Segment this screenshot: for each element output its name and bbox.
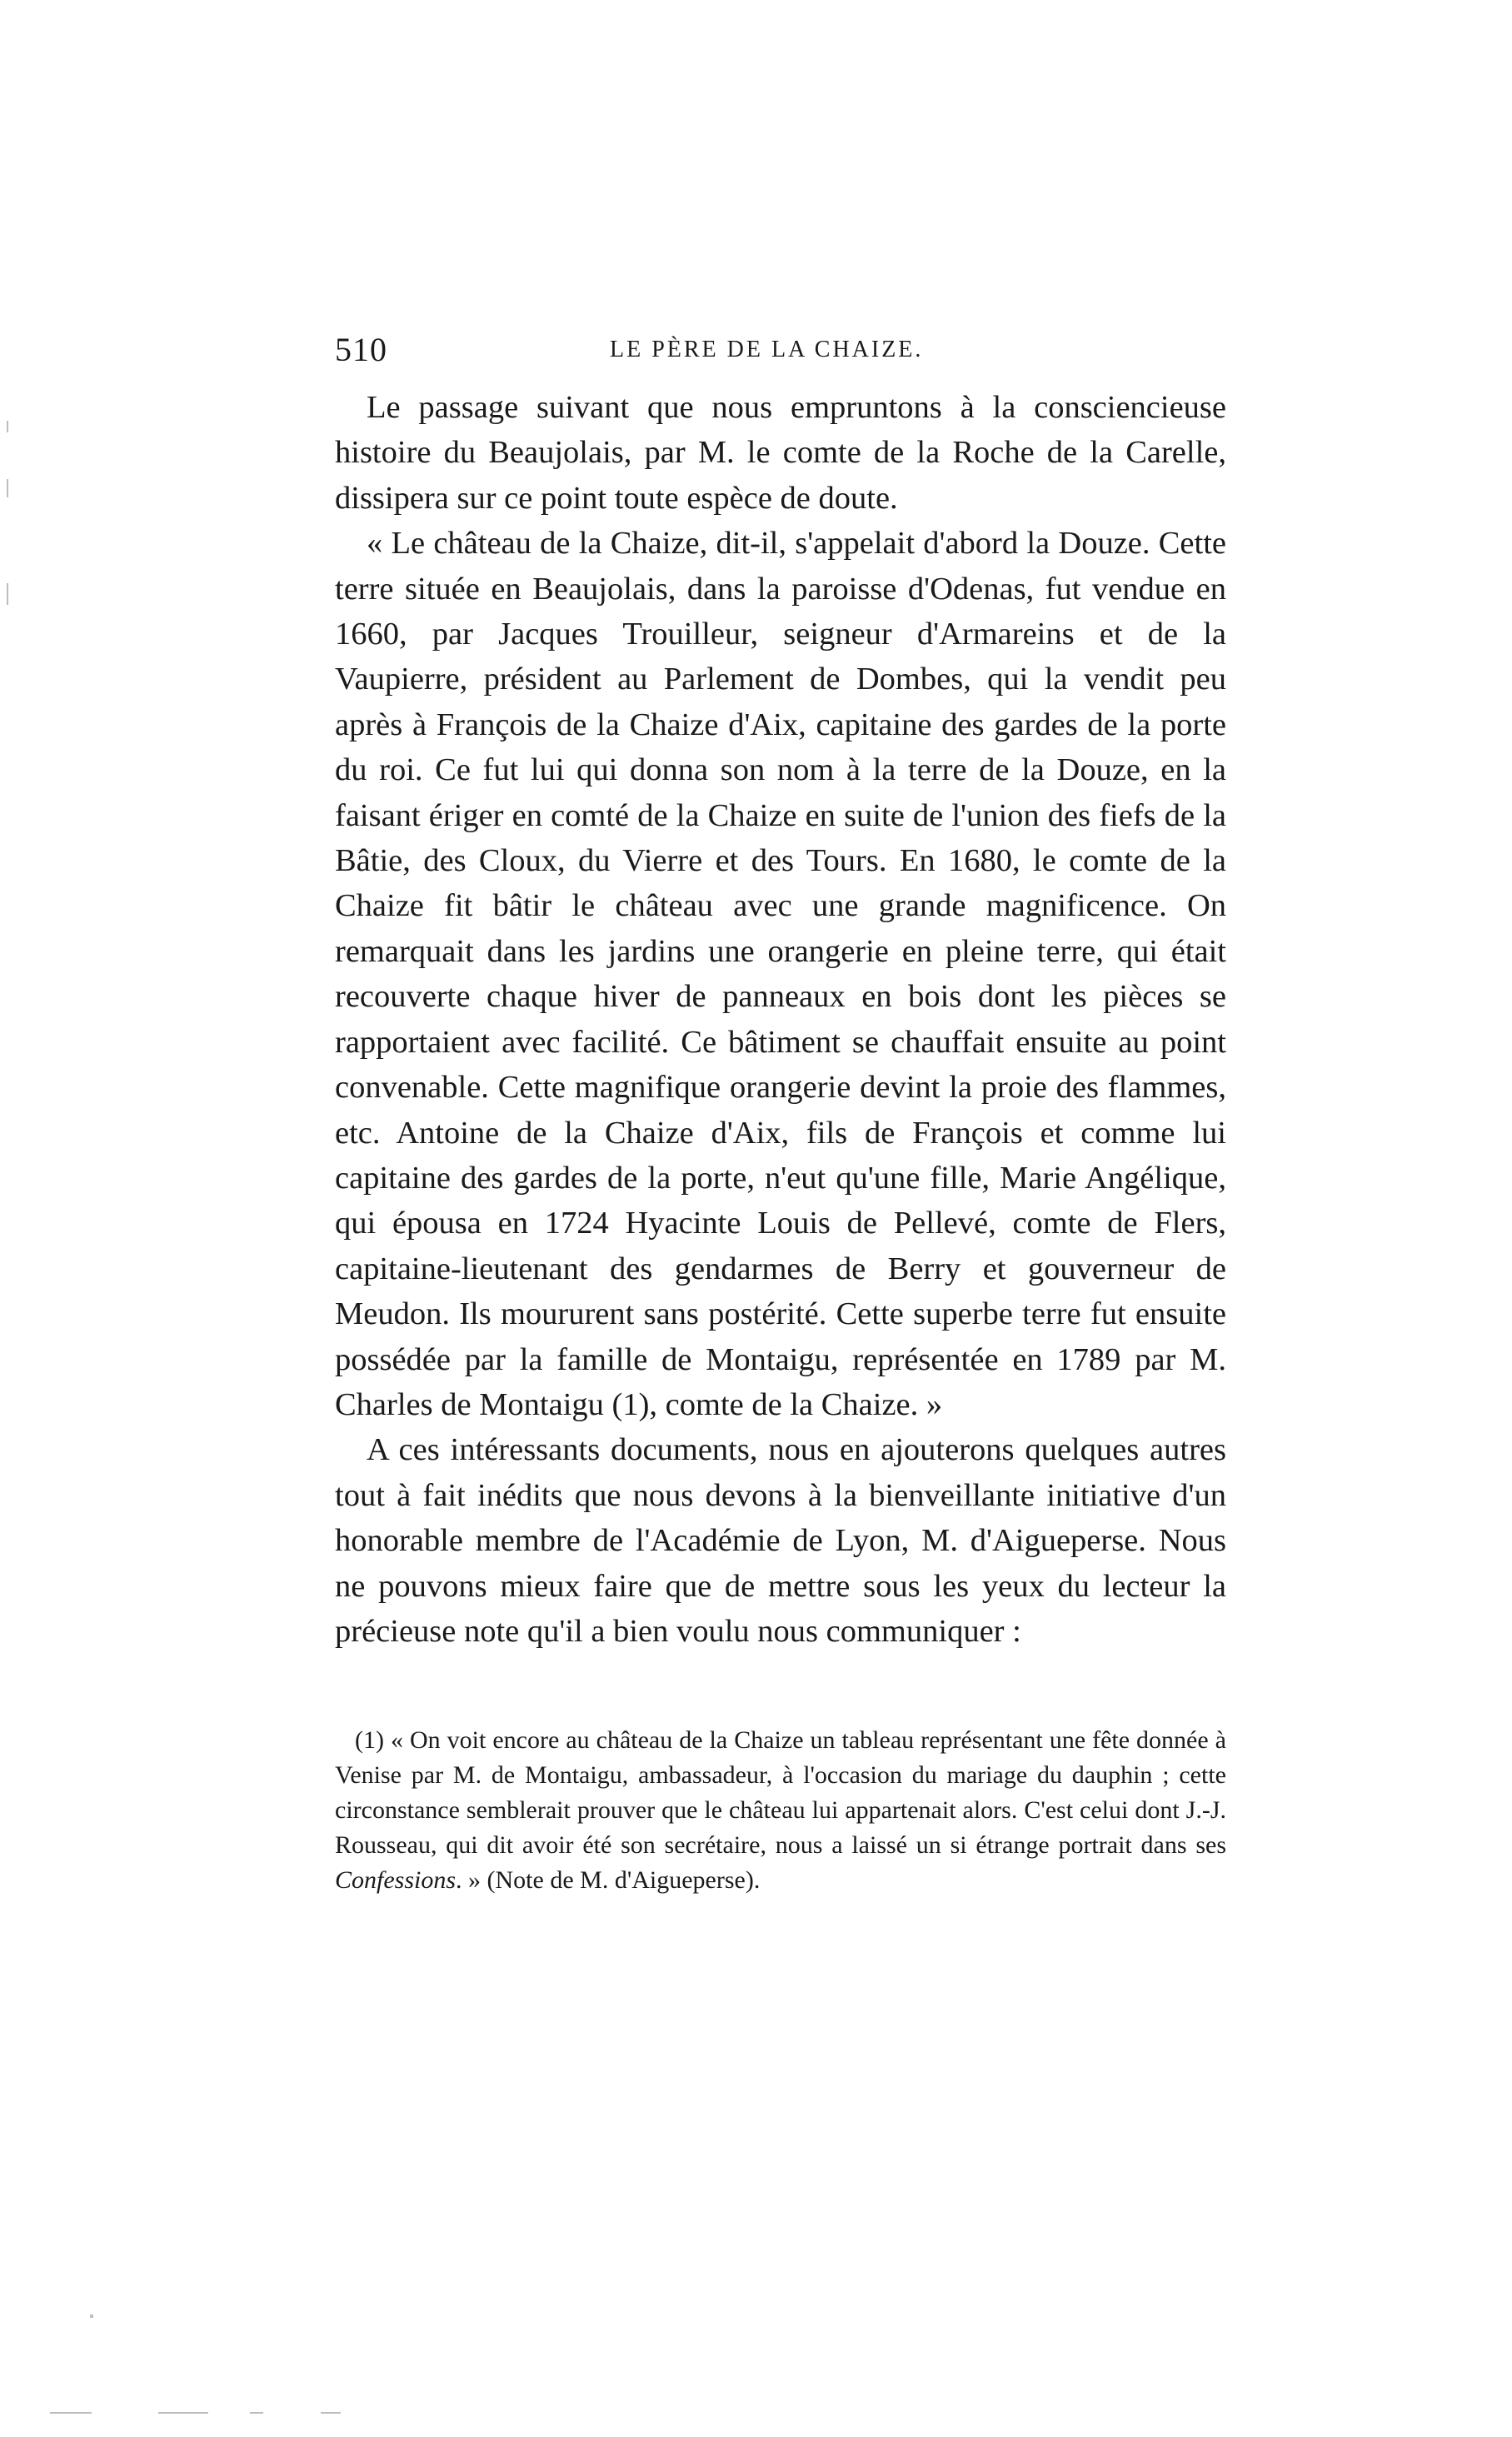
page-number: 510	[335, 331, 387, 368]
page-header	[335, 330, 1226, 372]
running-title: LE PÈRE DE LA CHAIZE.	[610, 337, 924, 362]
footnote-book-title: Confessions	[335, 1866, 457, 1894]
scan-mark	[7, 421, 8, 432]
footnote-text: (1) « On voit encore au château de la Chaize un tableau représentant une fête donnée à Venise par M. de Montaigu, ambassadeur, à l'occasion du mariage du dauphin ; cette circonstance semblerait prouver que le château lui appartenait alors. C'est celui dont J.-J. Rousseau, qui dit avoir été son secrétaire, nous a laissé un si étrange portrait dans ses	[335, 1726, 1226, 1859]
footnote-paragraph	[335, 1723, 1226, 1898]
scan-mark	[50, 2412, 92, 2414]
scan-mark	[250, 2412, 263, 2414]
paragraph: « Le château de la Chaize, dit-il, s'appelait d'abord la Douze. Cette terre située en Beaujolais, dans la paroisse d'Odenas, fut vendue en 1660, par Jacques Trouilleur, seigneur d'Armareins et de la Vaupierre, président au Parlement de Dombes, qui la vendit peu après à François de la Chaize d'Aix, capitaine des gardes de la porte du roi. Ce fut lui qui donna son nom à la terre de la Douze, en la faisant ériger en comté de la Chaize en suite de l'union des fiefs de la Bâtie, des Cloux, du Vierre et des Tours. En 1680, le comte de la Chaize fit bâtir le château avec une grande magnificence. On remarquait dans les jardins une orangerie en pleine terre, qui était recouverte chaque hiver de panneaux en bois dont les pièces se rapportaient avec facilité. Ce bâtiment se chauffait ensuite au point convenable. Cette magnifique orangerie devint la proie des flammes, etc. Antoine de la Chaize d'Aix, fils de François et comme lui capitaine des gardes de la porte, n'eut qu'une fille, Marie Angélique, qui épousa en 1724 Hyacinte Louis de Pellevé, comte de Flers, capitaine-lieutenant des gendarmes de Berry et gouverneur de Meudon. Ils moururent sans postérité. Cette superbe terre fut ensuite possédée par la famille de Montaigu, représentée en 1789 par M. Charles de Montaigu (1), comte de la Chaize. »	[335, 526, 1226, 1422]
footnote-text-end: . » (Note de M. d'Aigueperse).	[456, 1866, 761, 1894]
paragraph: A ces intéressants documents, nous en ajouterons quelques autres tout à fait inédits que nous devons à la bienveillante initiative d'un honorable membre de l'Académie de Lyon, M. d'Aigueperse. Nous ne pouvons mieux faire que de mettre sous les yeux du lecteur la précieuse note qu'il a bien voulu nous communiquer :	[335, 1432, 1226, 1649]
paragraph: Le passage suivant que nous empruntons à la consciencieuse histoire du Beaujolais, par M. le comte de la Roche de la Carelle, dissipera sur ce point toute espèce de doute.	[335, 390, 1226, 516]
scan-mark	[7, 583, 8, 605]
scan-mark	[158, 2412, 208, 2414]
footnote	[335, 1723, 1226, 1898]
scan-mark	[7, 479, 8, 497]
main-text	[335, 385, 1226, 1654]
scan-mark	[90, 2315, 93, 2318]
scan-mark	[321, 2412, 341, 2414]
